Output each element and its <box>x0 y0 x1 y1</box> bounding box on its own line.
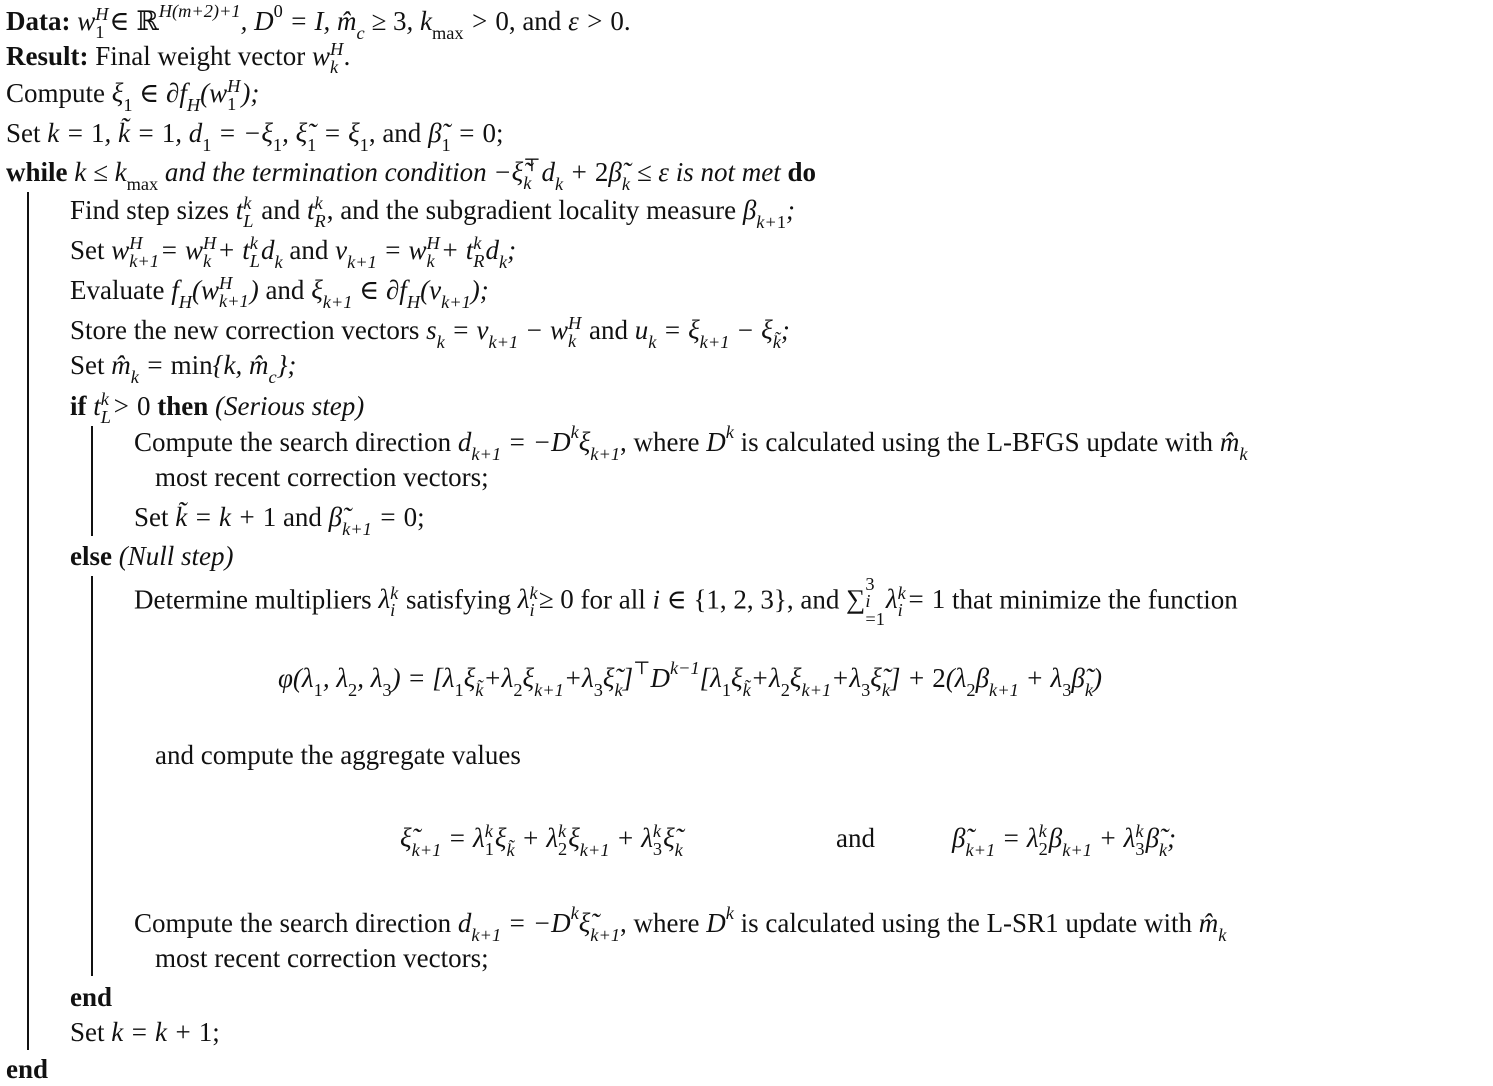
find-step-line: Find step sizes t k L and t k R , and the subgradient locality measure $\beta_{k+1}$; <box>70 193 796 233</box>
result-text: Final weight vector <box>95 41 306 71</box>
store-line: Store the new correction vectors $s_k = v_{k+1} - w$ H k and $u_k = \xi_{k+1} - \xi_{k̃}$; <box>70 313 790 353</box>
set-mk-line: Set $m̂_k = \min\{k$, $m̂_c$}; <box>70 350 297 388</box>
result-label: Result: <box>6 41 89 71</box>
if-block-bar <box>91 426 93 536</box>
aggregate-and: and <box>836 823 875 853</box>
increment-k-line: Set k = k + 1; <box>70 1017 220 1047</box>
do-keyword: do <box>787 157 816 187</box>
else-line: else (Null step) <box>70 541 234 571</box>
if-keyword: if <box>70 391 87 421</box>
sr1-direction-line: Compute the search direction $d_{k+1}$ = $-D^k\xĩ_{k+1}$, where $D^k$ is calculated using the L-SR1 update with $m̂_k$ <box>134 903 1227 946</box>
while-line: while $k \le k_{max}$ and the termination condition −ξ̃ ⊤ k $d_k$ + $2\betã_k \le \varepsilon$ is not met do <box>6 155 816 195</box>
bfgs-direction-cont: most recent correction vectors; <box>155 462 489 492</box>
set-ktilde-line: Set k̃ = k + 1 and $\betã_{k+1} = 0$; <box>134 502 425 540</box>
else-block-bar <box>91 576 93 976</box>
sr1-direction-cont: most recent correction vectors; <box>155 943 489 973</box>
compute-xi1-line: Compute $\xi_1$ ∈ $\partial f_H(w$ H 1 ); <box>6 76 260 116</box>
phi-equation: $\varphi(\lambda_1$, $\lambda_2$, $\lambda_3$) = $[\lambda_1\xi_{k̃}+\lambda_2\xi_{k+1}+\lambda_3\xĩ_k]^⊤D^{k-1}[\lambda_1\xi_{k̃}+\lambda_2\xi_{k+1}+\lambda_3\xĩ_k] + 2(\lambda_2\beta_{k+1}$ + $\lambda_3\betã_k$) <box>278 658 1102 701</box>
while-block-bar <box>27 192 29 1050</box>
result-math: w H k . <box>311 39 351 77</box>
end-if-keyword: end <box>70 982 113 1012</box>
then-keyword: then <box>157 391 209 421</box>
else-keyword: else <box>70 541 112 571</box>
determine-line: Determine multipliers λ k i satisfying λ k i ≥ 0 for all i ∈ {1, 2, 3}, and ∑ 3 i =1 λ k i = 1 that minimize the function <box>134 574 1238 629</box>
if-line: if t k L > 0 then (Serious step) <box>70 389 365 427</box>
aggregate-line: and compute the aggregate values <box>155 740 521 770</box>
end-while-keyword: end <box>6 1054 49 1084</box>
update-w-line: Set w H k+1 = w H k + t k L $d_k$ and $v_{k+1} = w$ H k + t k R $d_k$; <box>70 233 517 273</box>
evaluate-line: Evaluate $f_H(w$ H k+1 ) and $\xi_{k+1}$ ∈ $\partial f_H(v_{k+1})$; <box>70 273 489 313</box>
data-math: w H 1 ∈ ℝ$^{H(m+2)+1}$, $D^0 = I$, $m̂_c \ge 3$, $k_{max} > 0$, and ε > 0. <box>77 1 631 44</box>
aggregate-equation-xi: $\xĩ_{k+1} = \lambda$ k 1 $\xi_{k̃} + \lambda$ k 2 $\xi_{k+1} + \lambda$ k 3 $\xĩ_k$ <box>400 821 683 861</box>
data-label: Data: <box>6 6 71 36</box>
while-keyword: while <box>6 157 68 187</box>
aggregate-equation-beta: $\betã_{k+1} = \lambda$ k 2 $\beta_{k+1} + \lambda$ k 3 $\betã_k$; <box>952 821 1177 861</box>
result-line <box>6 39 351 76</box>
init-line: Set k = 1, k̃ = 1, $d_1 = -\xi_1$, $\xĩ_1 = \xi_1$, and $\betã_1 = 0$; <box>6 118 504 156</box>
data-line <box>6 1 631 44</box>
bfgs-direction-line: Compute the search direction $d_{k+1} = -D^k\xi_{k+1}$, where $D^k$ is calculated using the L-BFGS update with $m̂_k$ <box>134 422 1248 465</box>
